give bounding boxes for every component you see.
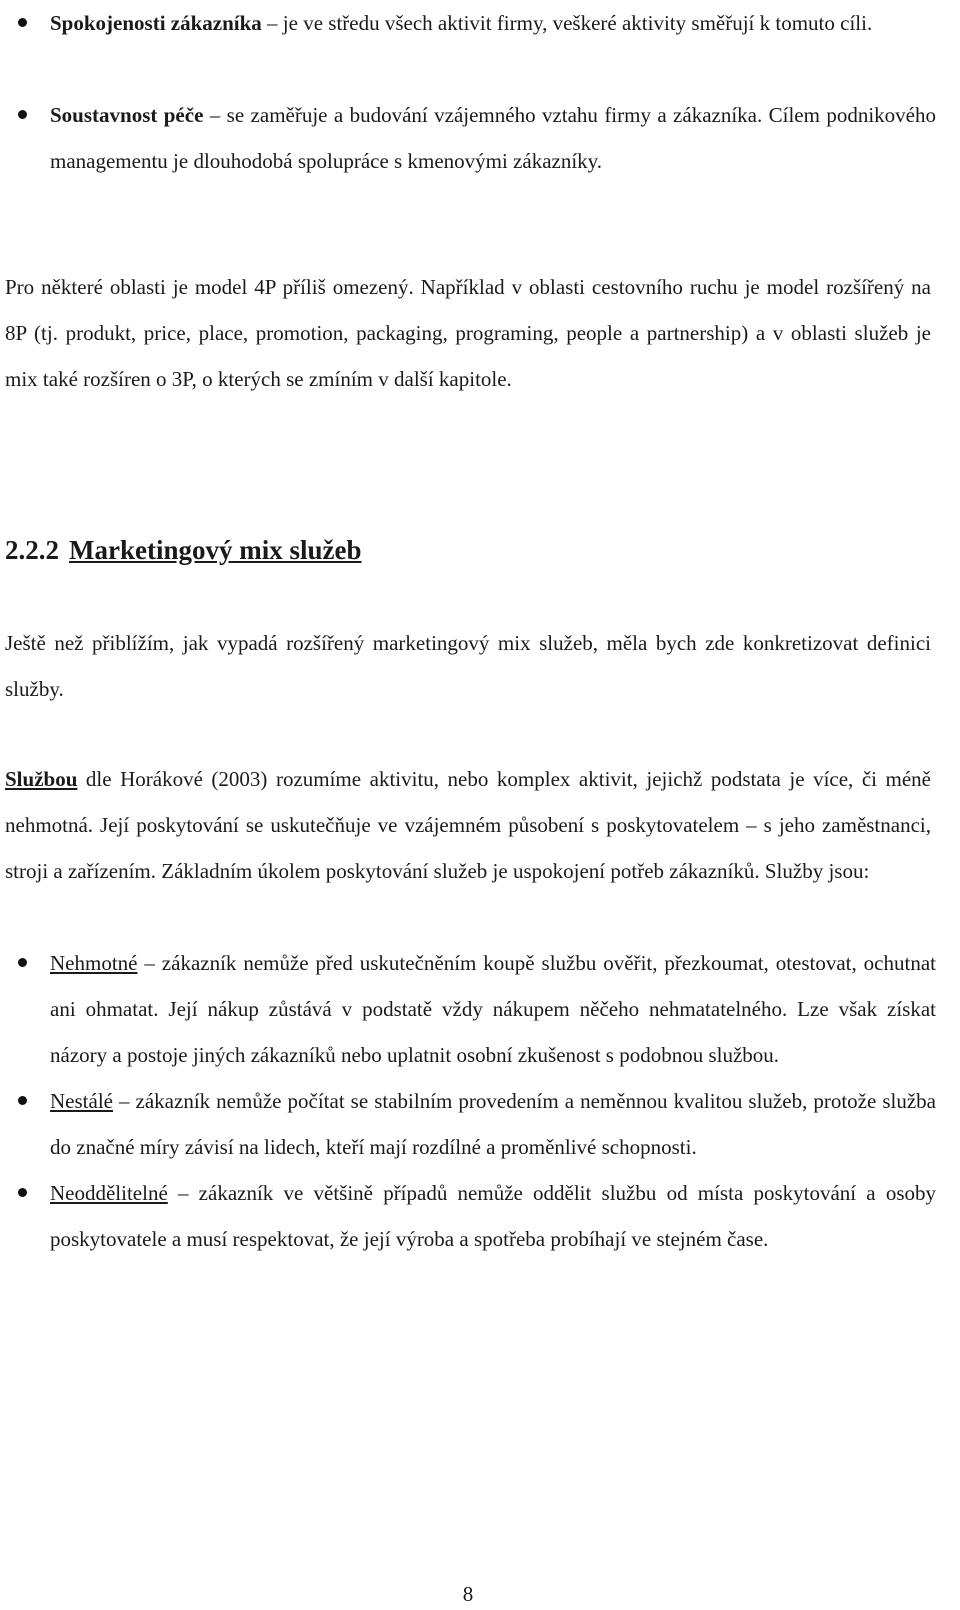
bullet-icon — [18, 18, 27, 27]
list-item-term: Soustavnost péče — [50, 103, 204, 127]
paragraph-intro: Ještě než přiblížím, jak vypadá rozšířený marketingový mix služeb, měla bych zde konkretizovat definici služby. — [5, 631, 931, 701]
list-item-text: – se zaměřuje a budování vzájemného vztahu firmy a zákazníka. Cílem podnikového managementu je dlouhodobá spolupráce s kmenovými zákazníky. — [50, 103, 937, 173]
list-item — [0, 1170, 936, 1262]
list-item-term: Nestálé — [50, 1089, 113, 1113]
service-properties-list — [0, 940, 936, 1262]
bullet-icon — [18, 110, 27, 119]
list-item-text: – je ve středu všech aktivit firmy, veškeré aktivity směřují k tomuto cíli. — [261, 11, 873, 35]
list-item-text: – zákazník nemůže před uskutečněním koupě službu ověřit, přezkoumat, otestovat, ochutnat ani ohmatat. Její nákup zůstává v podstatě vždy nákupem něčeho nehmatatelného. Lze však získat názory a postoje jiných zákazníků nebo uplatnit osobní zkušenost s podobnou službou. — [50, 951, 936, 1067]
definition-text: dle Horákové (2003) rozumíme aktivitu, nebo komplex aktivit, jejichž podstata je více, či méně nehmotná. Její poskytování se uskutečňuje ve vzájemném působení s poskytovatelem – s jeho zaměstnanci, stroji a zařízením. Základním úkolem poskytování služeb je uspokojení potřeb zákazníků. Služby jsou: — [5, 767, 931, 883]
list-item-term: Nehmotné — [50, 951, 138, 975]
list-item — [0, 940, 936, 1078]
principles-list — [0, 0, 936, 184]
list-item — [0, 92, 936, 184]
paragraph-4p-model: Pro některé oblasti je model 4P příliš omezený. Například v oblasti cestovního ruchu je model rozšířený na 8P (tj. produkt, price, place, promotion, packaging, programing, people a partnership) a v oblasti služeb je mix také rozšíren o 3P, o kterých se zmíním v další kapitole. — [5, 275, 931, 391]
list-item — [0, 1078, 936, 1170]
list-item-term: Spokojenosti zákazníka — [50, 11, 262, 35]
paragraph-service-definition — [5, 756, 931, 894]
section-title: Marketingový mix služeb — [69, 535, 362, 565]
page-number: 8 — [462, 1582, 474, 1606]
bullet-icon — [18, 1096, 27, 1105]
bullet-icon — [18, 958, 27, 967]
list-item-text: – zákazník ve většině případů nemůže oddělit službu od místa poskytování a osoby poskytovatele a musí respektovat, že její výroba a spotřeba probíhají ve stejném čase. — [50, 1181, 936, 1251]
list-item-text: – zákazník nemůže počítat se stabilním provedením a neměnnou kvalitou služeb, protože služba do značné míry závisí na lidech, kteří mají rozdílné a proměnlivé schopnosti. — [50, 1089, 936, 1159]
list-item — [0, 0, 936, 92]
section-number: 2.2.2 — [5, 535, 59, 565]
section-heading — [5, 530, 361, 570]
definition-term: Službou — [5, 767, 78, 791]
bullet-icon — [18, 1188, 27, 1197]
list-item-term: Neoddělitelné — [50, 1181, 168, 1205]
